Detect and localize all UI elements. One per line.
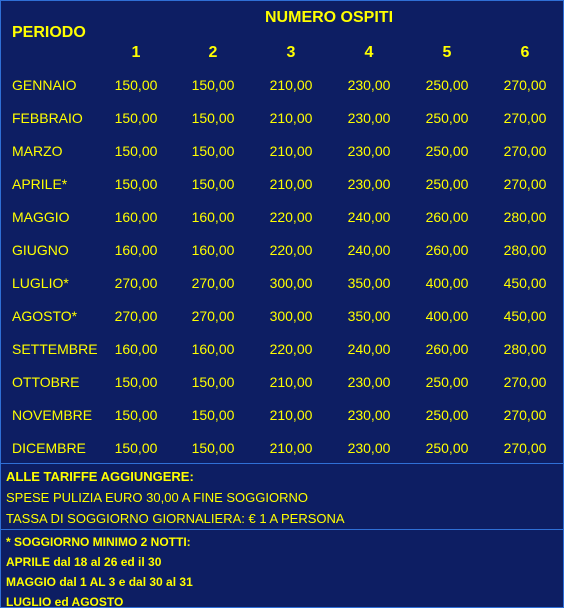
guests-column-2: 2 — [208, 44, 218, 61]
minimum-may: MAGGIO dal 1 AL 3 e dal 30 al 31 — [6, 575, 193, 589]
price-cell: 210,00 — [269, 374, 313, 390]
price-cell: 150,00 — [114, 440, 158, 456]
price-cell: 150,00 — [191, 110, 235, 126]
price-cell: 270,00 — [191, 275, 235, 291]
table-row — [1, 200, 563, 233]
month-cell: LUGLIO* — [12, 275, 69, 291]
month-cell: OTTOBRE — [12, 374, 80, 390]
price-cell: 210,00 — [269, 407, 313, 423]
guests-column-5: 5 — [442, 44, 452, 61]
table-row — [1, 134, 563, 167]
table-row — [1, 299, 563, 332]
minimum-stay-note — [1, 529, 563, 612]
price-cell: 270,00 — [503, 143, 547, 159]
price-cell: 270,00 — [503, 176, 547, 192]
month-cell: GENNAIO — [12, 77, 77, 93]
price-cell: 150,00 — [191, 440, 235, 456]
guests-column-4: 4 — [364, 44, 374, 61]
price-cell: 150,00 — [114, 110, 158, 126]
price-cell: 280,00 — [503, 341, 547, 357]
price-cell: 150,00 — [191, 77, 235, 93]
price-cell: 260,00 — [425, 242, 469, 258]
price-cell: 150,00 — [114, 407, 158, 423]
price-cell: 250,00 — [425, 77, 469, 93]
price-cell: 210,00 — [269, 110, 313, 126]
table-row — [1, 233, 563, 266]
table-row — [1, 332, 563, 365]
table-header — [1, 1, 563, 67]
month-cell: FEBBRAIO — [12, 110, 83, 126]
price-cell: 240,00 — [347, 242, 391, 258]
price-cell: 240,00 — [347, 209, 391, 225]
price-cell: 220,00 — [269, 242, 313, 258]
price-cell: 230,00 — [347, 440, 391, 456]
table-row — [1, 365, 563, 398]
price-cell: 150,00 — [191, 374, 235, 390]
price-cell: 270,00 — [114, 308, 158, 324]
price-cell: 250,00 — [425, 143, 469, 159]
price-cell: 270,00 — [503, 374, 547, 390]
guests-column-3: 3 — [286, 44, 296, 61]
extras-cleaning: SPESE PULIZIA EURO 30,00 A FINE SOGGIORNO — [6, 490, 308, 505]
price-cell: 230,00 — [347, 110, 391, 126]
price-cell: 150,00 — [114, 77, 158, 93]
periodo-header: PERIODO — [12, 24, 86, 41]
price-cell: 250,00 — [425, 110, 469, 126]
guests-column-1: 1 — [131, 44, 141, 61]
price-cell: 160,00 — [114, 209, 158, 225]
minimum-april: APRILE dal 18 al 26 ed il 30 — [6, 555, 162, 569]
numero-ospiti-header: NUMERO OSPITI — [265, 9, 394, 26]
extras-tax: TASSA DI SOGGIORNO GIORNALIERA: € 1 A PERSONA — [6, 511, 345, 526]
price-cell: 150,00 — [191, 407, 235, 423]
price-cell: 230,00 — [347, 77, 391, 93]
price-cell: 210,00 — [269, 143, 313, 159]
notes-section — [1, 463, 563, 612]
price-cell: 450,00 — [503, 275, 547, 291]
price-cell: 160,00 — [191, 341, 235, 357]
price-cell: 350,00 — [347, 275, 391, 291]
month-cell: APRILE* — [12, 176, 68, 192]
price-cell: 220,00 — [269, 341, 313, 357]
price-cell: 350,00 — [347, 308, 391, 324]
price-cell: 270,00 — [503, 407, 547, 423]
table-row — [1, 431, 563, 464]
price-cell: 230,00 — [347, 176, 391, 192]
month-cell: MAGGIO — [12, 209, 70, 225]
price-cell: 250,00 — [425, 374, 469, 390]
price-cell: 270,00 — [503, 440, 547, 456]
price-cell: 250,00 — [425, 176, 469, 192]
table-row — [1, 167, 563, 200]
price-cell: 160,00 — [191, 242, 235, 258]
price-cell: 260,00 — [425, 209, 469, 225]
month-cell: MARZO — [12, 143, 63, 159]
minimum-title: * SOGGIORNO MINIMO 2 NOTTI: — [6, 535, 191, 549]
month-cell: NOVEMBRE — [12, 407, 93, 423]
price-cell: 230,00 — [347, 143, 391, 159]
extras-title: ALLE TARIFFE AGGIUNGERE: — [6, 469, 194, 484]
price-cell: 280,00 — [503, 209, 547, 225]
price-cell: 210,00 — [269, 440, 313, 456]
price-cell: 150,00 — [191, 143, 235, 159]
price-cell: 450,00 — [503, 308, 547, 324]
price-cell: 160,00 — [114, 242, 158, 258]
table-row — [1, 266, 563, 299]
minimum-july-aug: LUGLIO ed AGOSTO — [6, 595, 124, 609]
price-cell: 230,00 — [347, 374, 391, 390]
price-cell: 230,00 — [347, 407, 391, 423]
price-cell: 270,00 — [503, 110, 547, 126]
price-cell: 270,00 — [191, 308, 235, 324]
table-row — [1, 101, 563, 134]
table-row — [1, 398, 563, 431]
price-cell: 160,00 — [114, 341, 158, 357]
price-cell: 150,00 — [114, 176, 158, 192]
price-cell: 160,00 — [191, 209, 235, 225]
extras-note — [1, 463, 563, 529]
month-cell: DICEMBRE — [12, 440, 86, 456]
price-cell: 150,00 — [114, 143, 158, 159]
price-cell: 260,00 — [425, 341, 469, 357]
price-cell: 270,00 — [114, 275, 158, 291]
price-cell: 250,00 — [425, 407, 469, 423]
price-cell: 240,00 — [347, 341, 391, 357]
price-cell: 150,00 — [191, 176, 235, 192]
price-cell: 210,00 — [269, 176, 313, 192]
price-cell: 270,00 — [503, 77, 547, 93]
price-cell: 400,00 — [425, 308, 469, 324]
price-cell: 250,00 — [425, 440, 469, 456]
price-cell: 150,00 — [114, 374, 158, 390]
price-cell: 280,00 — [503, 242, 547, 258]
month-cell: GIUGNO — [12, 242, 69, 258]
price-cell: 400,00 — [425, 275, 469, 291]
table-body — [1, 68, 563, 464]
price-cell: 300,00 — [269, 275, 313, 291]
price-cell: 220,00 — [269, 209, 313, 225]
table-row — [1, 68, 563, 101]
price-cell: 210,00 — [269, 77, 313, 93]
month-cell: AGOSTO* — [12, 308, 78, 324]
price-cell: 300,00 — [269, 308, 313, 324]
guests-column-6: 6 — [520, 44, 530, 61]
month-cell: SETTEMBRE — [12, 341, 98, 357]
